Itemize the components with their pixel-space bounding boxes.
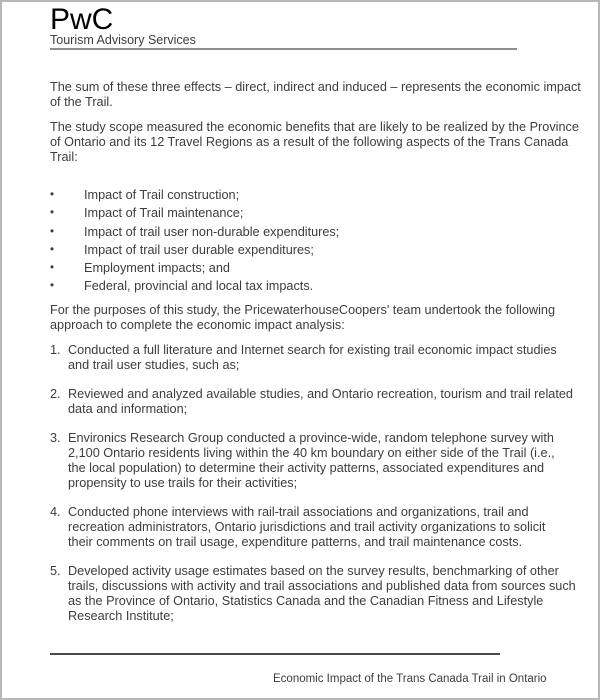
item-number: 4. (50, 504, 61, 519)
item-text (68, 431, 555, 491)
text-line: Reviewed and analyzed available studies, and Ontario recreation, tourism and trail related (68, 386, 573, 401)
bullet-item (50, 186, 600, 204)
numbered-item (50, 505, 600, 550)
bullet-item (50, 204, 600, 222)
item-text (68, 343, 557, 373)
bullet-text: Employment impacts; and (84, 261, 230, 276)
bullet-icon: • (50, 207, 55, 220)
text-line: as the Province of Ontario, Statistics Canada and the Canadian Fitness and Lifestyle (68, 593, 544, 608)
bullet-item (50, 277, 600, 295)
bullet-text: Impact of Trail construction; (84, 188, 240, 202)
text-line: the local population) to determine their activity patterns, associated expenditures and (68, 460, 545, 475)
text-line: Environics Research Group conducted a province-wide, random telephone survey with (68, 430, 554, 445)
text-line: The sum of these three effects – direct, indirect and induced – represents the economic impact (50, 80, 581, 94)
text-line: data and information; (68, 401, 188, 416)
text-line: Conducted phone interviews with rail-trail associations and organizations, trail and (68, 504, 529, 519)
footer-title: Economic Impact of the Trans Canada Trail in Ontario (273, 673, 547, 685)
numbered-item (50, 431, 600, 491)
bullet-item (50, 241, 600, 259)
bullet-text: Impact of trail user durable expenditures; (84, 242, 314, 257)
text-line: trails, discussions with activity and trail associations and published data from sources such (68, 578, 576, 593)
bullet-icon: • (50, 225, 55, 238)
bullet-icon: • (50, 243, 55, 256)
bullet-item (50, 259, 600, 277)
text-line: their comments on trail usage, expenditure patterns, and trail maintenance costs. (68, 534, 523, 549)
bullet-icon: • (50, 262, 55, 275)
text-line: Research Institute; (68, 608, 174, 623)
bullet-text: Impact of trail user non-durable expenditures; (84, 224, 340, 239)
bullet-text: Impact of Trail maintenance; (84, 206, 244, 221)
bullet-icon: • (50, 189, 55, 201)
bullet-icon: • (50, 280, 55, 293)
text-line: The study scope measured the economic benefits that are likely to be realized by the Province (50, 120, 579, 134)
impact-bullet-list (50, 186, 600, 296)
numbered-item (50, 564, 600, 624)
pwc-logo: PwC (50, 3, 114, 36)
text-line: For the purposes of this study, the PricewaterhouseCoopers' team undertook the following (50, 302, 556, 317)
text-line: and trail user studies, such as; (68, 357, 240, 372)
item-number: 1. (50, 342, 61, 357)
text-line: recreation administrators, Ontario jurisdictions and trail activity organizations to solicit (68, 519, 546, 534)
numbered-item (50, 343, 600, 373)
text-line: Developed activity usage estimates based on the survey results, benchmarking of other (68, 563, 559, 578)
approach-numbered-list (50, 343, 600, 624)
text-line: Trail: (50, 150, 78, 164)
text-line: propensity to use trails for their activities; (68, 475, 298, 490)
item-number: 3. (50, 430, 61, 445)
numbered-item (50, 387, 600, 417)
text-line: Conducted a full literature and Internet search for existing trail economic impact studies (68, 342, 557, 357)
item-text (68, 505, 545, 550)
paragraph-effects-summary (50, 80, 600, 110)
document-body (50, 48, 600, 638)
text-line: of the Trail. (50, 95, 113, 109)
item-text (68, 564, 576, 624)
text-line: of Ontario and its 12 Travel Regions as a result of the following aspects of the Trans Canada (50, 135, 569, 149)
bullet-item (50, 223, 600, 241)
document-subtitle: Tourism Advisory Services (50, 33, 196, 47)
text-line: 2,100 Ontario residents living within the 40 km boundary on either side of the Trail (i.e., (68, 445, 555, 460)
text-line: approach to complete the economic impact analysis: (50, 317, 345, 332)
paragraph-study-scope (50, 120, 600, 165)
paragraph-approach-intro (50, 303, 600, 333)
footer-divider (50, 653, 500, 655)
item-text (68, 387, 573, 417)
item-number: 2. (50, 386, 61, 401)
item-number: 5. (50, 563, 61, 578)
bullet-text: Federal, provincial and local tax impacts. (84, 279, 314, 294)
